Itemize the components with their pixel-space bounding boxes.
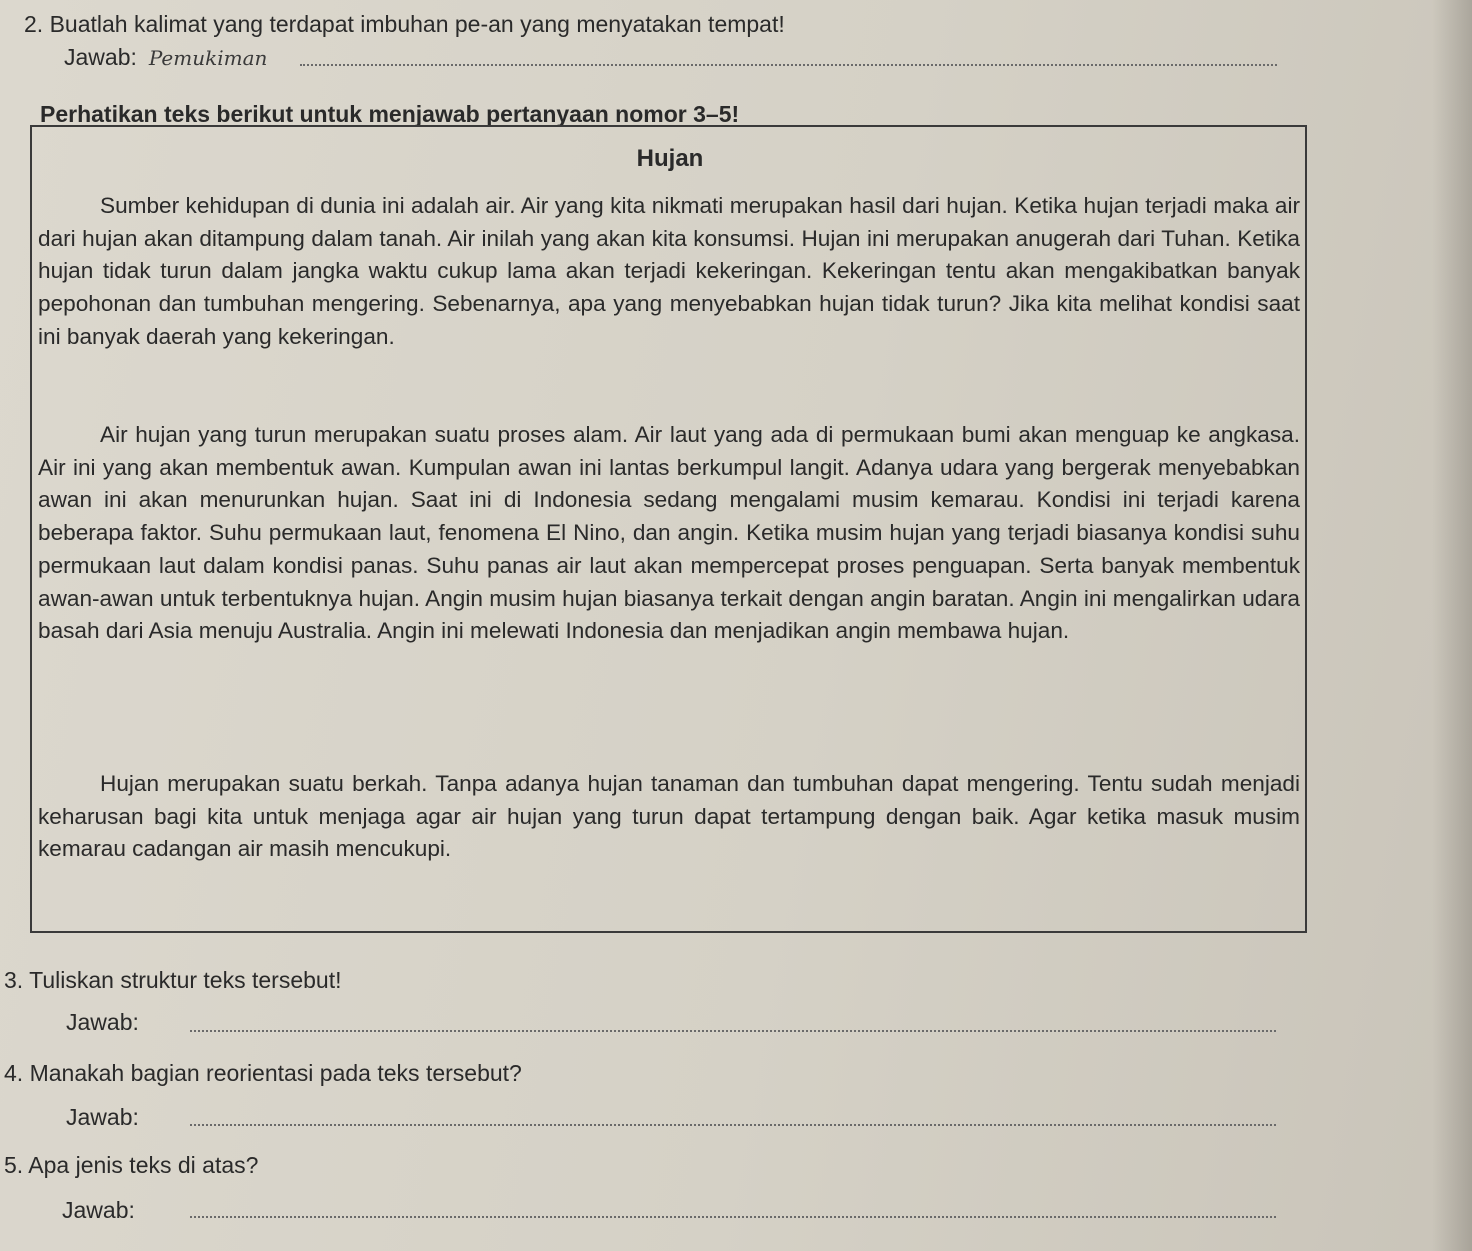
- question-3-answer-label: Jawab:: [66, 1009, 139, 1035]
- question-2-answer: [64, 43, 267, 72]
- passage-title: Hujan: [636, 145, 704, 172]
- passage-paragraph-2: Air hujan yang turun merupakan suatu proses alam. Air laut yang ada di permukaan bumi akan menguap ke angkasa. Air ini yang akan membentuk awan. Kumpulan awan ini lantas berkumpul langit. Adanya udara yang bergerak menyebabkan awan ini akan menurunkan hujan. Saat ini di Indonesia sedang mengalami musim kemarau. Kondisi ini terjadi karena beberapa faktor. Suhu permukaan laut, fenomena El Nino, dan angin. Ketika musim hujan yang terjadi biasanya kondisi suhu permukaan laut dalam kondisi panas. Suhu panas air laut akan mempercepat proses penguapan. Serta banyak membentuk awan-awan untuk terbentuknya hujan. Angin musim hujan biasanya terkait dengan angin baratan. Angin ini mengalirkan udara basah dari Asia menuju Australia. Angin ini melewati Indonesia dan menjadikan angin membawa hujan.: [38, 422, 1300, 644]
- answer-label: Jawab:: [64, 44, 137, 70]
- handwritten-answer: Pemukiman: [148, 46, 268, 70]
- question-4: 4. Manakah bagian reorientasi pada teks tersebut?: [4, 1060, 522, 1086]
- question-5: 5. Apa jenis teks di atas?: [4, 1152, 259, 1178]
- answer-line-4[interactable]: [190, 1124, 1276, 1126]
- question-5-answer-label: Jawab:: [62, 1197, 135, 1223]
- question-2: 2. Buatlah kalimat yang terdapat imbuhan pe-an yang menyatakan tempat!: [24, 11, 785, 37]
- passage-paragraph-1: Sumber kehidupan di dunia ini adalah air. Air yang kita nikmati merupakan hasil dari hujan. Ketika hujan terjadi maka air dari hujan akan ditampung dalam tanah. Air inilah yang akan kita konsumsi. Hujan ini merupakan anugerah dari Tuhan. Ketika hujan tidak turun dalam jangka waktu cukup lama akan terjadi kekeringan. Kekeringan tentu akan mengakibatkan banyak pepohonan dan tumbuhan mengering. Sebenarnya, apa yang menyebabkan hujan tidak turun? Jika kita melihat kondisi saat ini banyak daerah yang kekeringan.: [38, 193, 1300, 349]
- question-3: 3. Tuliskan struktur teks tersebut!: [4, 967, 342, 993]
- passage-paragraph-3: Hujan merupakan suatu berkah. Tanpa adanya hujan tanaman dan tumbuhan dapat mengering. Tentu sudah menjadi keharusan bagi kita untuk menjaga agar air hujan yang turun dapat tertampung dengan baik. Agar ketika masuk musim kemarau cadangan air masih mencukupi.: [38, 771, 1300, 862]
- instruction: Perhatikan teks berikut untuk menjawab pertanyaan nomor 3–5!: [40, 101, 740, 127]
- answer-line-3[interactable]: [190, 1030, 1276, 1032]
- answer-line-2[interactable]: [300, 64, 1277, 66]
- page-shadow: [1432, 0, 1472, 1251]
- answer-line-5[interactable]: [190, 1216, 1276, 1218]
- question-4-answer-label: Jawab:: [66, 1104, 139, 1130]
